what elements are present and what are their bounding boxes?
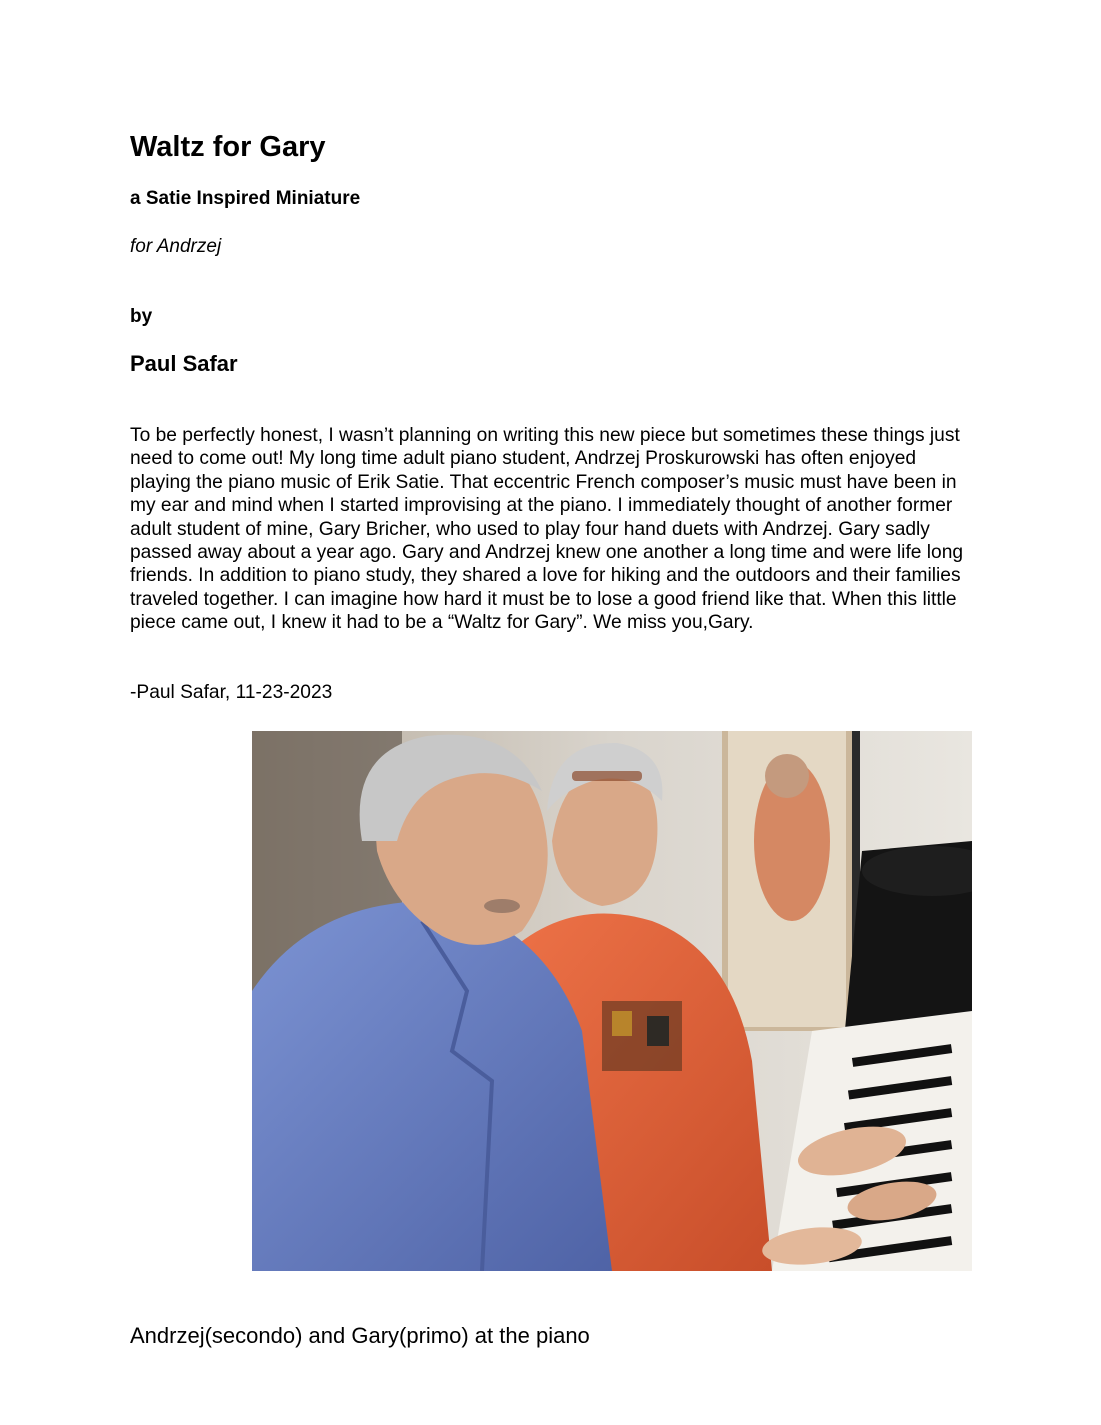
body-paragraph: To be perfectly honest, I wasn’t planning on writing this new piece but sometimes these things just need to come out! My long time adult piano student, Andrzej Proskurowski has often enjoyed playing the piano music of Erik Satie. That eccentric French composer’s music must have been in my ear and mind when I started improvising at the piano. I immediately thought of another former adult student of mine, Gary Bricher, who used to play four hand duets with Andrzej. Gary sadly passed away about a year ago. Gary and Andrzej knew one another a long time and were life long friends. In addition to piano study, they shared a love for hiking and the outdoors and their families traveled together. I can imagine how hard it must be to lose a good friend like that. When this little piece came out, I knew it had to be a “Waltz for Gary”. We miss you,Gary. — [130, 425, 964, 634]
piano-photo — [252, 731, 972, 1271]
subtitle: a Satie Inspired Miniature — [130, 188, 361, 209]
dedication: for Andrzej — [130, 236, 222, 257]
page-title: Waltz for Gary — [130, 131, 326, 163]
by-label: by — [130, 306, 153, 327]
signature-line: -Paul Safar, 11-23-2023 — [130, 682, 333, 703]
author-name: Paul Safar — [130, 351, 238, 376]
piano-photo-illustration — [252, 731, 972, 1271]
photo-caption: Andrzej(secondo) and Gary(primo) at the piano — [130, 1323, 590, 1348]
